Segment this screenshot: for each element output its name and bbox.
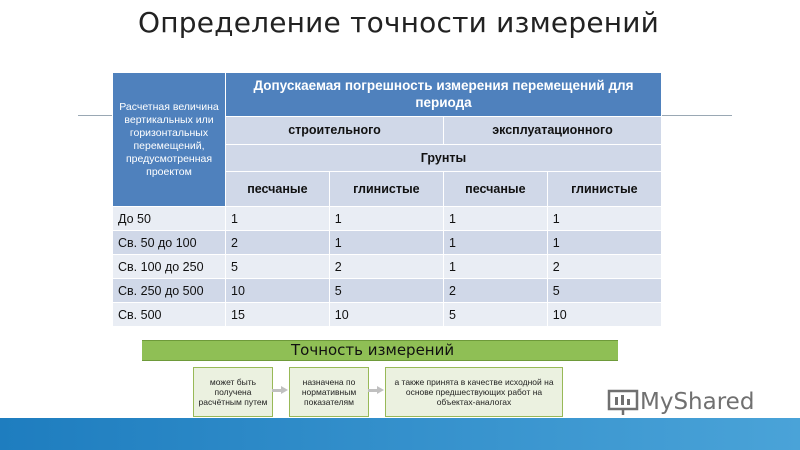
table-row (113, 255, 661, 278)
table-cell: 1 (444, 255, 547, 278)
table-main-header: Допускаемая погрешность измерения перемещений для периода (226, 73, 661, 116)
table-cell: 10 (330, 303, 443, 326)
table-cell: 5 (548, 279, 661, 302)
table-cell: 1 (444, 231, 547, 254)
table-cell: 2 (330, 255, 443, 278)
table-cell: 2 (444, 279, 547, 302)
logo-text: MyShared (640, 389, 755, 415)
myshared-logo[interactable] (606, 388, 754, 416)
row-label: Св. 500 (113, 303, 225, 326)
flow-box-analogues: а также принята в качестве исходной на основе предшествующих работ на объектах-аналогах (385, 367, 563, 417)
table-cell: 1 (548, 207, 661, 230)
table-cell: 2 (548, 255, 661, 278)
table-cell: 1 (330, 207, 443, 230)
soil-type-header: глинистые (330, 172, 443, 206)
row-label: Св. 250 до 500 (113, 279, 225, 302)
footer-band (0, 418, 800, 450)
table-corner-header: Расчетная величина вертикальных или горизонтальных перемещений, предусмотренная проектом (113, 73, 225, 206)
table-row (113, 231, 661, 254)
table-cell: 5 (330, 279, 443, 302)
row-label: До 50 (113, 207, 225, 230)
arrow-right-icon (281, 386, 288, 394)
soil-type-header: песчаные (444, 172, 547, 206)
period-operation: эксплуатационного (444, 117, 661, 144)
arrow-right-icon (377, 386, 384, 394)
soil-type-header: глинистые (548, 172, 661, 206)
flow-box-normative: назначена по нормативным показателям (289, 367, 369, 417)
table-cell: 1 (444, 207, 547, 230)
row-label: Св. 50 до 100 (113, 231, 225, 254)
flow-box-calculated: может быть получена расчётным путем (193, 367, 273, 417)
table-cell: 15 (226, 303, 329, 326)
accuracy-bar (142, 340, 618, 361)
period-construction: строительного (226, 117, 443, 144)
table-row (113, 279, 661, 302)
table-row (113, 207, 661, 230)
soils-header: Грунты (226, 145, 661, 172)
soil-type-header: песчаные (226, 172, 329, 206)
accuracy-table (112, 72, 662, 327)
table-cell: 1 (548, 231, 661, 254)
page-title: Определение точности измерений (138, 6, 660, 39)
divider-right (662, 115, 732, 116)
table-row (113, 303, 661, 326)
table-cell: 5 (444, 303, 547, 326)
table-cell: 2 (226, 231, 329, 254)
table-cell: 10 (548, 303, 661, 326)
divider-left (78, 115, 112, 116)
table-cell: 10 (226, 279, 329, 302)
table-cell: 1 (226, 207, 329, 230)
accuracy-bar-label: Точность измерений (291, 341, 455, 359)
presentation-board-icon (606, 388, 640, 416)
table-cell: 1 (330, 231, 443, 254)
table-cell: 5 (226, 255, 329, 278)
row-label: Св. 100 до 250 (113, 255, 225, 278)
